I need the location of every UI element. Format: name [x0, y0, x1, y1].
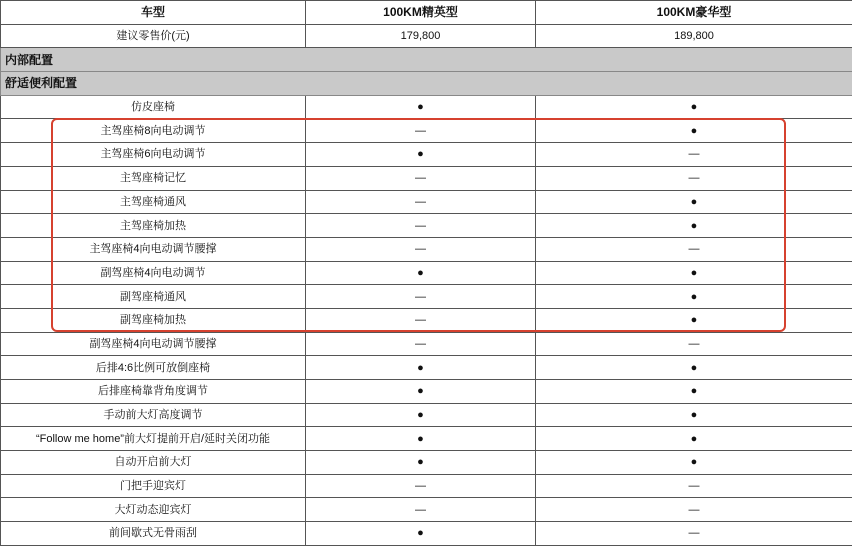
trim-a-value: —: [306, 474, 536, 498]
feature-name: 大灯动态迎宾灯: [1, 498, 306, 522]
trim-b-value: ●: [536, 119, 852, 143]
table-row: [1, 356, 852, 380]
section-title: 舒适便利配置: [1, 72, 852, 96]
price-b: 189,800: [536, 24, 852, 48]
trim-b-value: —: [536, 498, 852, 522]
trim-a-value: —: [306, 308, 536, 332]
trim-b-value: —: [536, 166, 852, 190]
feature-name: 后排座椅靠背角度调节: [1, 380, 306, 404]
feature-name: 副驾座椅4向电动调节腰撑: [1, 332, 306, 356]
trim-b-value: —: [536, 522, 852, 546]
table-row: [1, 474, 852, 498]
feature-name: 主驾座椅加热: [1, 214, 306, 238]
table-row: [1, 214, 852, 238]
table-row: [1, 403, 852, 427]
trim-a-value: —: [306, 332, 536, 356]
trim-a-value: ●: [306, 95, 536, 119]
feature-name: 门把手迎宾灯: [1, 474, 306, 498]
trim-b-value: —: [536, 143, 852, 167]
trim-b-value: —: [536, 237, 852, 261]
table-row: [1, 237, 852, 261]
trim-a-value: —: [306, 119, 536, 143]
trim-b-value: ●: [536, 380, 852, 404]
price-a: 179,800: [306, 24, 536, 48]
trim-b-value: ●: [536, 403, 852, 427]
trim-a-value: —: [306, 190, 536, 214]
table-row: [1, 451, 852, 475]
feature-name: 自动开启前大灯: [1, 451, 306, 475]
trim-b-value: ●: [536, 285, 852, 309]
price-row: [1, 24, 852, 48]
table-row: [1, 166, 852, 190]
table-row: [1, 119, 852, 143]
table-row: [1, 522, 852, 546]
header-trim-b: 100KM豪华型: [536, 1, 852, 25]
feature-name: “Follow me home”前大灯提前开启/延时关闭功能: [1, 427, 306, 451]
table-row: [1, 332, 852, 356]
feature-name: 副驾座椅加热: [1, 308, 306, 332]
trim-b-value: ●: [536, 308, 852, 332]
trim-b-value: ●: [536, 261, 852, 285]
table-row: [1, 285, 852, 309]
feature-name: 副驾座椅4向电动调节: [1, 261, 306, 285]
feature-name: 主驾座椅8向电动调节: [1, 119, 306, 143]
section-title: 内部配置: [1, 48, 852, 72]
trim-b-value: ●: [536, 95, 852, 119]
trim-a-value: ●: [306, 522, 536, 546]
header-trim-a: 100KM精英型: [306, 1, 536, 25]
trim-b-value: ●: [536, 451, 852, 475]
feature-name: 主驾座椅4向电动调节腰撑: [1, 237, 306, 261]
table-row: [1, 308, 852, 332]
trim-a-value: ●: [306, 380, 536, 404]
trim-b-value: ●: [536, 427, 852, 451]
price-label: 建议零售价(元): [1, 24, 306, 48]
feature-name: 主驾座椅记忆: [1, 166, 306, 190]
header-row: [1, 1, 852, 25]
table-row: [1, 380, 852, 404]
trim-b-value: ●: [536, 190, 852, 214]
trim-a-value: ●: [306, 427, 536, 451]
feature-name: 仿皮座椅: [1, 95, 306, 119]
table-row: [1, 498, 852, 522]
trim-a-value: ●: [306, 403, 536, 427]
header-model: 车型: [1, 1, 306, 25]
feature-name: 前间歇式无骨雨刮: [1, 522, 306, 546]
trim-a-value: ●: [306, 356, 536, 380]
feature-name: 主驾座椅通风: [1, 190, 306, 214]
section-interior: [1, 48, 852, 72]
trim-a-value: —: [306, 166, 536, 190]
trim-a-value: ●: [306, 143, 536, 167]
feature-name: 主驾座椅6向电动调节: [1, 143, 306, 167]
table-row: [1, 143, 852, 167]
trim-a-value: —: [306, 285, 536, 309]
trim-a-value: ●: [306, 261, 536, 285]
trim-b-value: ●: [536, 356, 852, 380]
trim-b-value: —: [536, 332, 852, 356]
trim-a-value: —: [306, 498, 536, 522]
table-row: [1, 190, 852, 214]
trim-b-value: ●: [536, 214, 852, 238]
feature-name: 副驾座椅通风: [1, 285, 306, 309]
section-comfort: [1, 72, 852, 96]
table-row: [1, 261, 852, 285]
trim-b-value: —: [536, 474, 852, 498]
table-row: [1, 95, 852, 119]
trim-a-value: —: [306, 214, 536, 238]
table-row: [1, 427, 852, 451]
trim-a-value: ●: [306, 451, 536, 475]
feature-name: 手动前大灯高度调节: [1, 403, 306, 427]
feature-name: 后排4:6比例可放倒座椅: [1, 356, 306, 380]
trim-a-value: —: [306, 237, 536, 261]
